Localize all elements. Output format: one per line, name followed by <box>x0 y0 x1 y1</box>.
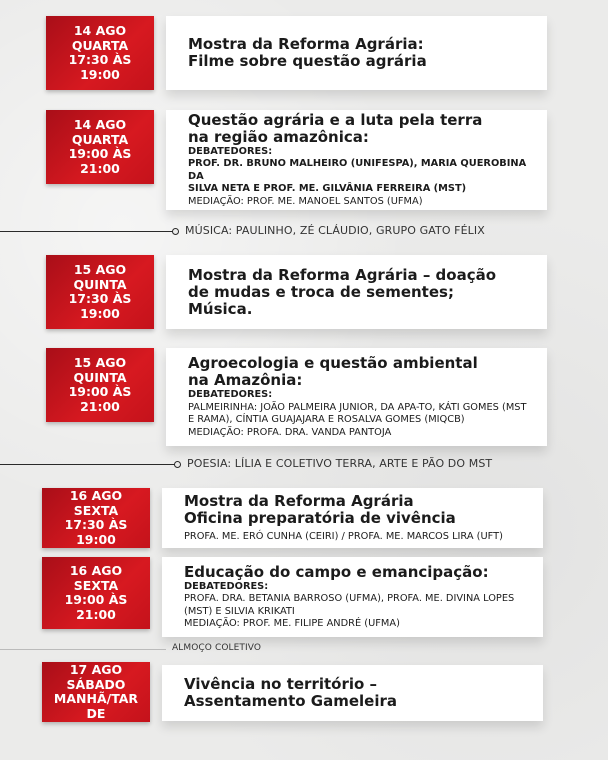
date-time-start: 19:00 ÀS <box>68 146 132 161</box>
date-weekday: QUINTA <box>73 369 127 385</box>
debaters-label: DEBATEDORES: <box>188 145 273 157</box>
divider-line <box>0 464 176 465</box>
event-date-badge <box>46 255 154 329</box>
divider-dot <box>172 228 179 235</box>
debaters-label: DEBATEDORES: <box>184 580 269 592</box>
date-day: 17 AGO <box>69 662 123 677</box>
event-date-badge <box>46 16 154 90</box>
date-time-end: 21:00 <box>80 160 120 176</box>
date-day: 15 AGO <box>73 355 127 370</box>
date-day: 14 AGO <box>73 23 127 38</box>
event-card <box>166 110 547 210</box>
event-title-line: Mostra da Reforma Agrária <box>184 491 414 510</box>
event-title-line: na região amazônica: <box>188 127 369 146</box>
mediation-text: MEDIAÇÃO: PROF. ME. MANOEL SANTOS (UFMA) <box>188 195 423 207</box>
event-card <box>162 488 543 548</box>
date-time-end: 19:00 <box>76 531 116 547</box>
event-title-line: Educação do campo e emancipação: <box>184 562 489 581</box>
date-time-start: 17:30 ÀS <box>68 52 132 67</box>
event-details <box>188 146 541 209</box>
lunch-note: ALMOÇO COLETIVO <box>172 643 262 653</box>
event-title-line: na Amazônia: <box>188 371 303 389</box>
mediation-text: MEDIAÇÃO: PROFA. DRA. VANDA PANTOJA <box>188 426 392 438</box>
divider-line <box>0 649 166 650</box>
event-details <box>188 389 541 439</box>
event-title-line: Vivência no território – <box>184 675 378 693</box>
date-weekday: QUARTA <box>71 37 129 53</box>
date-weekday: SEXTA <box>73 577 119 593</box>
event-title-line: de mudas e troca de sementes; <box>188 282 454 301</box>
event-card <box>162 665 543 721</box>
poetry-note: POESIA: LÍLIA E COLETIVO TERRA, ARTE E PÃO DO MST <box>187 457 493 470</box>
date-weekday: SÁBADO <box>66 676 126 692</box>
event-date-badge <box>46 110 154 184</box>
debaters-line: SILVA NETA E PROF. ME. GILVÂNIA FERREIRA (MST) <box>188 183 467 195</box>
event-date-badge <box>42 488 150 548</box>
date-day: 16 AGO <box>69 488 123 503</box>
date-time-end: 19:00 <box>80 305 120 321</box>
event-date-badge <box>42 557 150 629</box>
event-title-line: Assentamento Gameleira <box>184 692 398 710</box>
event-date-badge <box>46 348 154 422</box>
event-note: PROFA. ME. ERÓ CUNHA (CEIRI) / PROFA. ME. MARCOS LIRA (UFT) <box>184 530 503 542</box>
event-title-line: Mostra da Reforma Agrária: <box>188 35 424 53</box>
date-weekday: SEXTA <box>73 502 119 518</box>
date-time-start: 19:00 ÀS <box>64 592 128 607</box>
mediation-text: MEDIAÇÃO: PROF. ME. FILIPE ANDRÉ (UFMA) <box>184 618 400 629</box>
debaters-line: PROFA. DRA. BETANIA BARROSO (UFMA), PROFA. ME. DIVINA LOPES <box>184 593 515 604</box>
date-time-end: 19:00 <box>80 66 120 82</box>
date-day: 16 AGO <box>69 563 123 578</box>
debaters-line: (MST) E SILVIA KRIKATI <box>184 605 295 617</box>
date-weekday: QUARTA <box>71 131 129 147</box>
event-title-line: Questão agrária e a luta pela terra <box>188 110 483 129</box>
event-title-line: Filme sobre questão agrária <box>188 52 427 70</box>
date-time-start: MANHÃ/TAR <box>53 691 139 706</box>
music-note: MÚSICA: PAULINHO, ZÉ CLÁUDIO, GRUPO GATO FÉLIX <box>185 224 485 237</box>
debaters-line: E RAMA), CÍNTIA GUAJAJARA E ROSALVA GOMES (MIQCB) <box>188 414 465 425</box>
event-title-line: Música. <box>188 299 253 318</box>
event-card <box>166 348 547 446</box>
date-time-end: DE <box>86 705 106 721</box>
date-time-end: 21:00 <box>80 398 120 414</box>
divider-dot <box>174 461 181 468</box>
debaters-label: DEBATEDORES: <box>188 389 273 400</box>
event-title-line: Oficina preparatória de vivência <box>184 508 456 527</box>
date-time-start: 17:30 ÀS <box>64 517 128 532</box>
event-title-line: Agroecologia e questão ambiental <box>188 354 478 372</box>
date-time-start: 19:00 ÀS <box>68 384 132 399</box>
date-time-start: 17:30 ÀS <box>68 291 132 306</box>
event-card <box>166 255 547 329</box>
event-title-line: Mostra da Reforma Agrária – doação <box>188 265 497 284</box>
date-day: 14 AGO <box>73 117 127 132</box>
divider-line <box>0 231 174 232</box>
debaters-line: PROF. DR. BRUNO MALHEIRO (UNIFESPA), MARIA QUEROBINA DA <box>188 158 527 182</box>
date-day: 15 AGO <box>73 262 127 277</box>
event-date-badge <box>42 662 150 722</box>
event-card <box>166 16 547 90</box>
date-weekday: QUINTA <box>73 276 127 292</box>
event-card <box>162 557 543 637</box>
date-time-end: 21:00 <box>76 606 116 622</box>
event-details <box>184 581 537 631</box>
debaters-line: PALMEIRINHA: JOÃO PALMEIRA JUNIOR, DA APA-TO, KÁTI GOMES (MST <box>188 401 527 413</box>
